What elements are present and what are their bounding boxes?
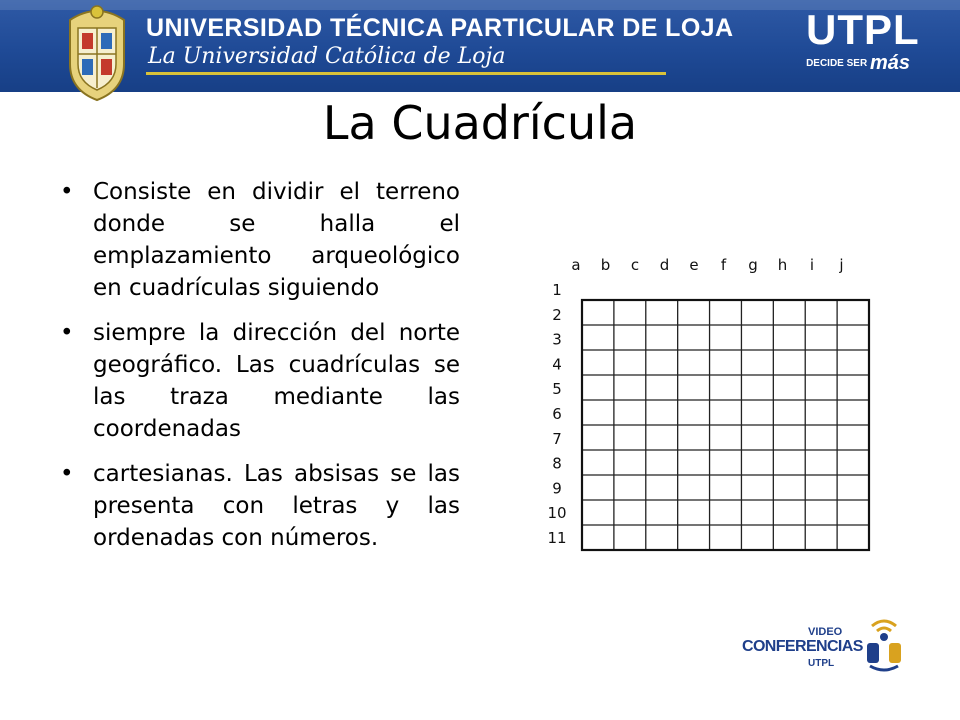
bullet-item [60, 176, 460, 304]
bullet-item [60, 458, 460, 554]
grid-row-label: 1 [552, 281, 562, 299]
logo-utpl-text: UTPL [808, 658, 835, 669]
grid-row-label: 5 [552, 380, 562, 399]
bullet-icon: • [60, 461, 74, 487]
grid-row-label: 2 [552, 305, 562, 324]
bullet-icon: • [60, 320, 74, 346]
slide-title: La Cuadrícula [322, 96, 638, 150]
logo-video-text: VIDEO [808, 626, 843, 638]
grid-row-label: 9 [552, 479, 562, 498]
grid-row-label: 7 [552, 429, 562, 448]
header-banner [0, 0, 960, 92]
grid-row-label: 6 [552, 405, 562, 423]
bullet-item [60, 317, 460, 445]
grid-diagram [530, 250, 880, 560]
grid-row-label: 3 [552, 330, 562, 349]
video-conferencias-logo [740, 616, 910, 676]
utpl-slogan-prefix: DECIDE SER [806, 58, 868, 69]
bullet-icon: • [60, 179, 74, 205]
grid-column-label: d [659, 256, 670, 274]
grid-column-label: a [571, 256, 581, 274]
grid-column-label: j [839, 256, 844, 274]
grid-row-label: 4 [552, 355, 562, 374]
grid-column-label: f [720, 256, 727, 274]
utpl-slogan [806, 52, 910, 75]
university-crest-icon [62, 2, 132, 102]
utpl-slogan-word: más [869, 52, 910, 74]
grid-row-label: 11 [547, 529, 567, 547]
bullet-text: siempre la dirección del norte geográfico. Las cuadrículas se las traza mediante las coordenadas [93, 320, 460, 442]
grid-column-label: c [630, 256, 640, 274]
grid-row-label: 8 [552, 454, 562, 473]
grid-column-label: g [748, 256, 758, 274]
logo-conferencias-text: CONFERENCIAS [742, 638, 863, 655]
bullet-text: cartesianas. Las absisas se las presenta con letras y las ordenadas con números. [93, 461, 460, 551]
university-name: UNIVERSIDAD TÉCNICA PARTICULAR DE LOJA [146, 14, 734, 42]
grid-column-label: b [600, 256, 611, 274]
video-conference-icon [864, 616, 904, 674]
grid-column-label: h [777, 256, 788, 274]
bullet-list [60, 176, 460, 567]
grid-column-label: i [809, 256, 815, 274]
bullet-text: Consiste en dividir el terreno donde se halla el emplazamiento arqueológico en cuadrículas siguiendo [93, 179, 460, 301]
utpl-logo-text: UTPL [806, 6, 920, 53]
grid-column-label: e [689, 256, 699, 274]
university-tagline: La Universidad Católica de Loja [148, 44, 506, 69]
banner-divider [146, 72, 666, 75]
grid-row-label: 10 [547, 504, 567, 523]
